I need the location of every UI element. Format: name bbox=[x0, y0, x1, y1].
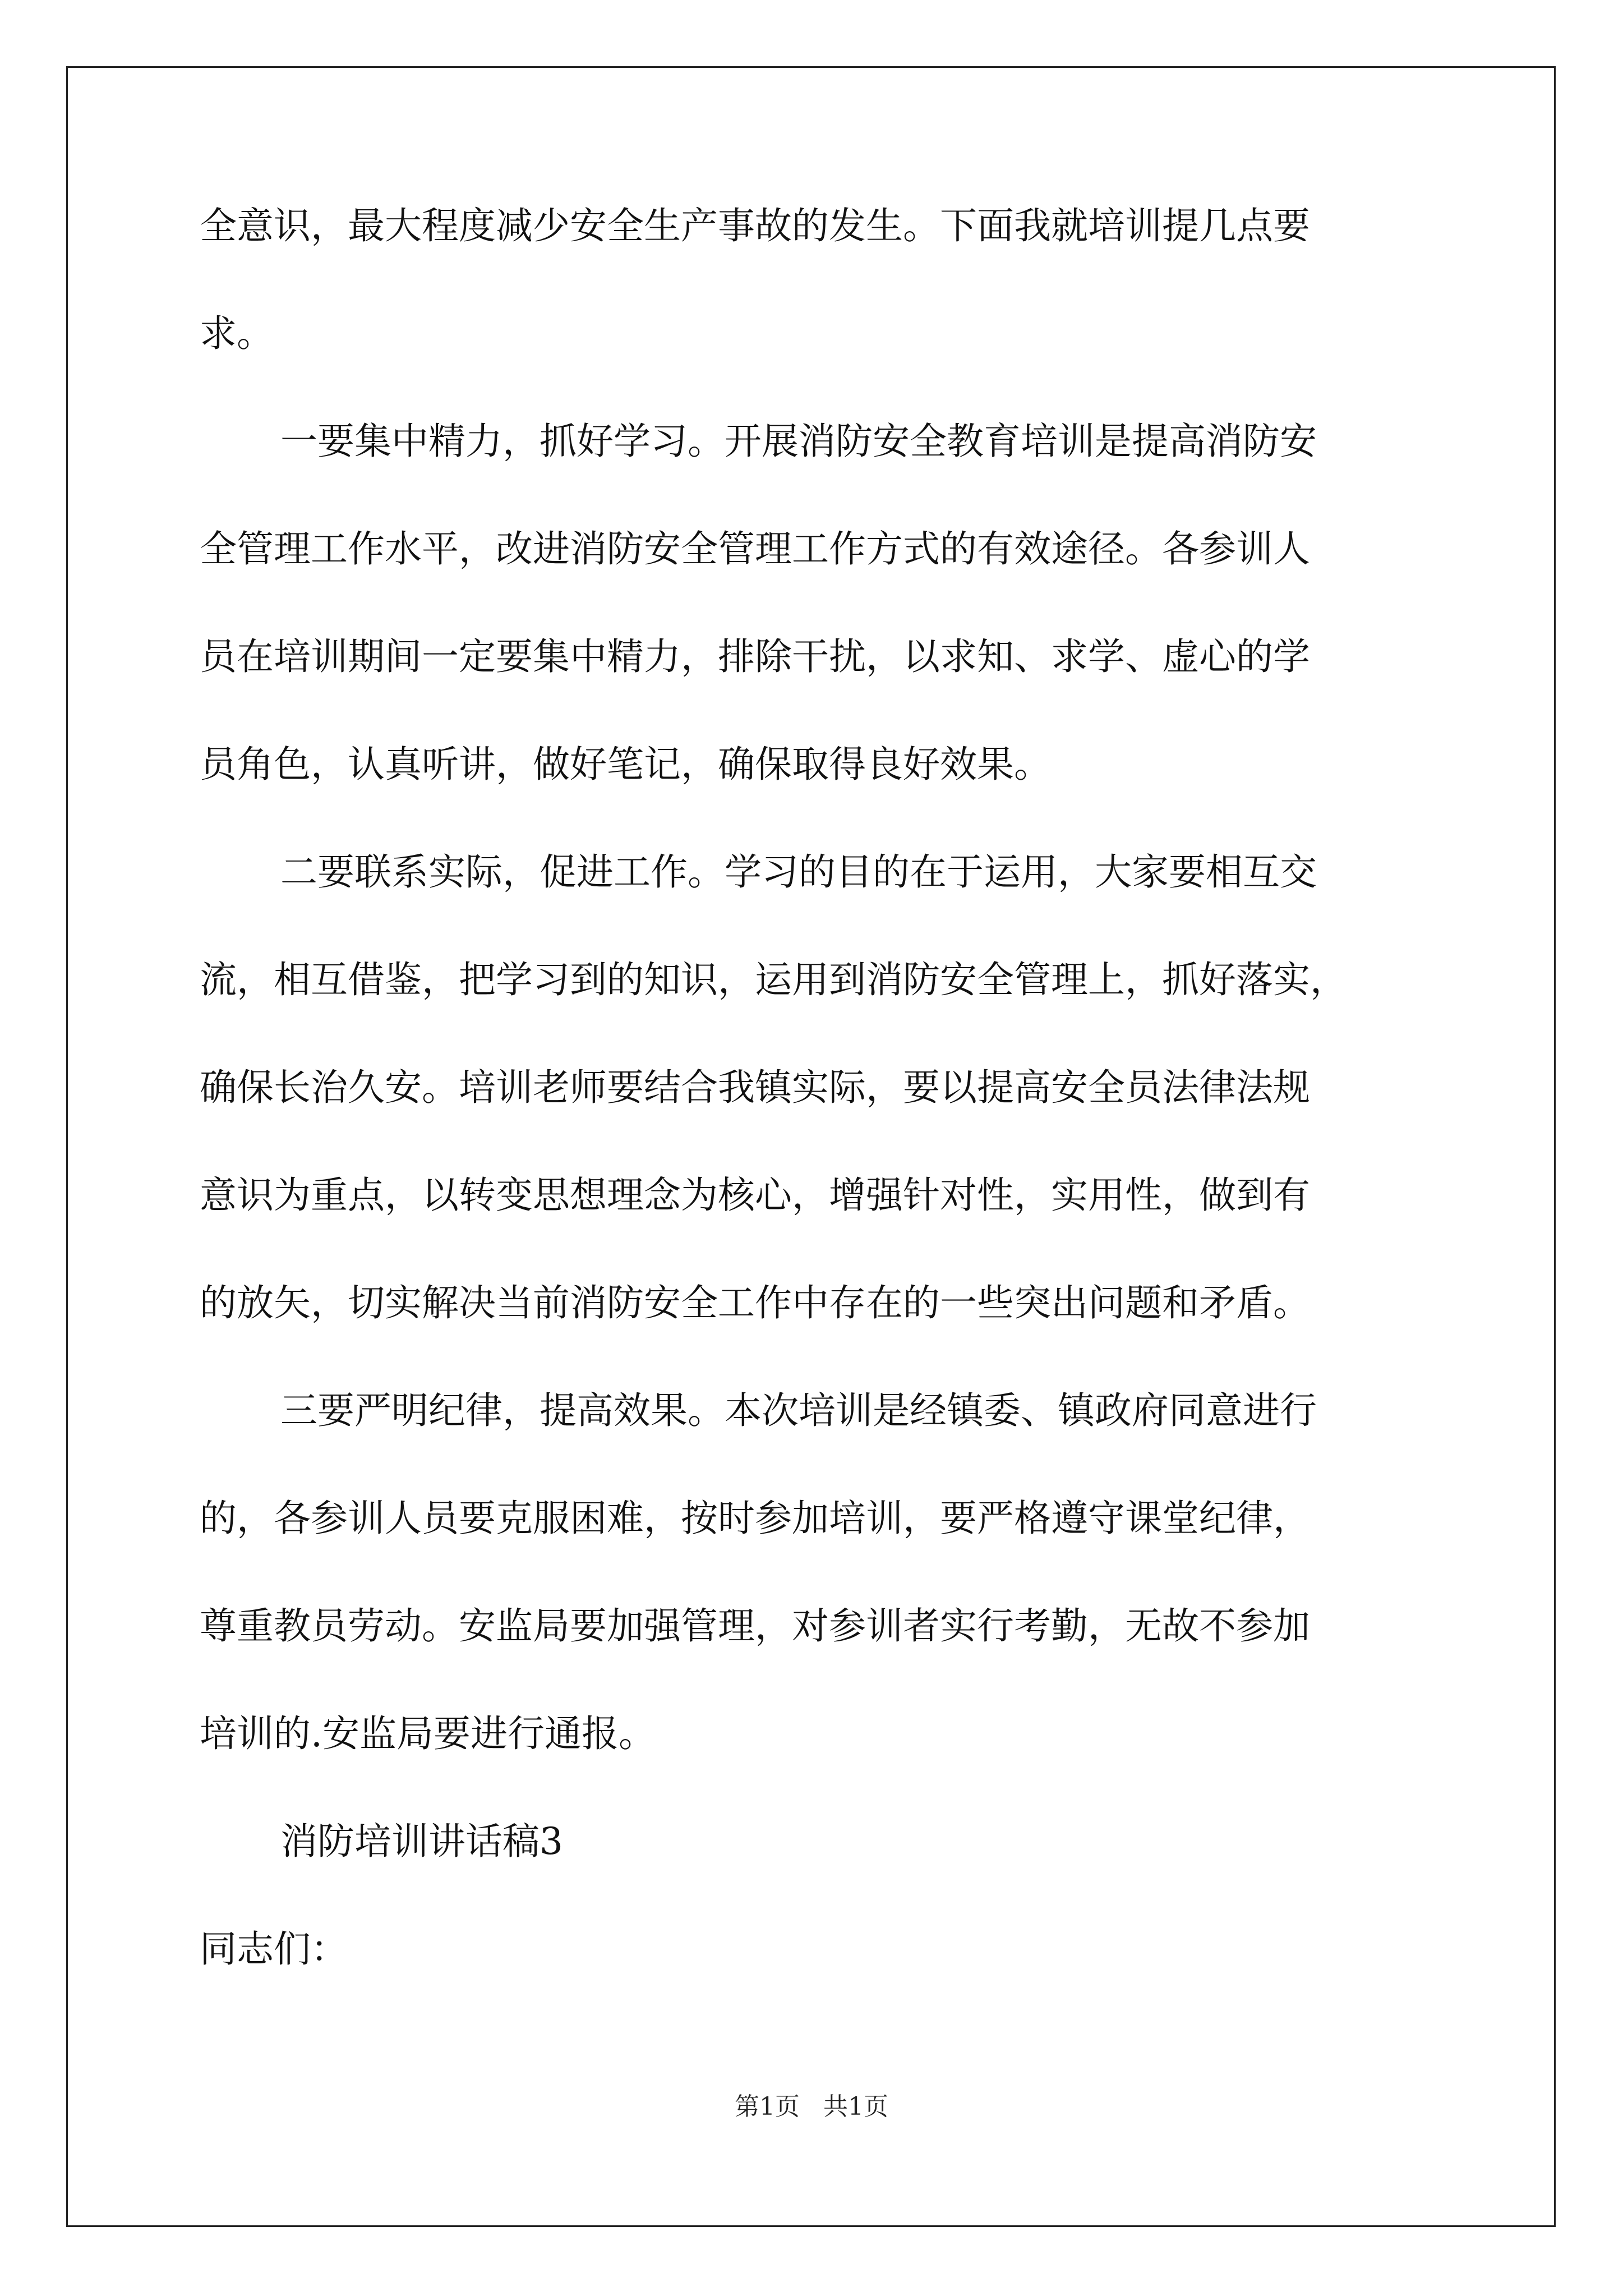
text-line: 求。 bbox=[200, 312, 274, 355]
page-footer: 第1页 共1页 bbox=[735, 2092, 888, 2121]
text-line: 流，相互借鉴，把学习到的知识，运用到消防安全管理上，抓好落实， bbox=[200, 958, 1347, 1001]
text-line: 的，各参训人员要克服困难，按时参加培训，要严格遵守课堂纪律， bbox=[200, 1497, 1310, 1540]
paragraph-first-line: 一要集中精力，抓好学习。开展消防安全教育培训是提高消防安 bbox=[280, 420, 1317, 463]
text-line: 培训的.安监局要进行通报。 bbox=[200, 1712, 656, 1755]
page-border bbox=[66, 66, 1556, 2227]
text-line: 员在培训期间一定要集中精力，排除干扰，以求知、求学、虚心的学 bbox=[200, 635, 1310, 678]
paragraph-first-line: 二要联系实际，促进工作。学习的目的在于运用，大家要相互交 bbox=[280, 850, 1317, 894]
text-line: 员角色，认真听讲，做好笔记，确保取得良好效果。 bbox=[200, 743, 1051, 786]
paragraph-first-line: 三要严明纪律，提高效果。本次培训是经镇委、镇政府同意进行 bbox=[280, 1389, 1317, 1432]
text-line: 全管理工作水平，改进消防安全管理工作方式的有效途径。各参训人 bbox=[200, 527, 1310, 570]
text-line: 的放矢，切实解决当前消防安全工作中存在的一些突出问题和矛盾。 bbox=[200, 1281, 1310, 1324]
text-line: 尊重教员劳动。安监局要加强管理，对参训者实行考勤，无故不参加 bbox=[200, 1604, 1310, 1648]
section-heading: 消防培训讲话稿3 bbox=[280, 1820, 563, 1863]
text-line: 确保长治久安。培训老师要结合我镇实际，要以提高安全员法律法规 bbox=[200, 1066, 1310, 1109]
text-line: 意识为重点，以转变思想理念为核心，增强针对性，实用性，做到有 bbox=[200, 1174, 1310, 1217]
salutation: 同志们： bbox=[200, 1927, 348, 1971]
text-line: 全意识，最大程度减少安全生产事故的发生。下面我就培训提几点要 bbox=[200, 204, 1310, 247]
